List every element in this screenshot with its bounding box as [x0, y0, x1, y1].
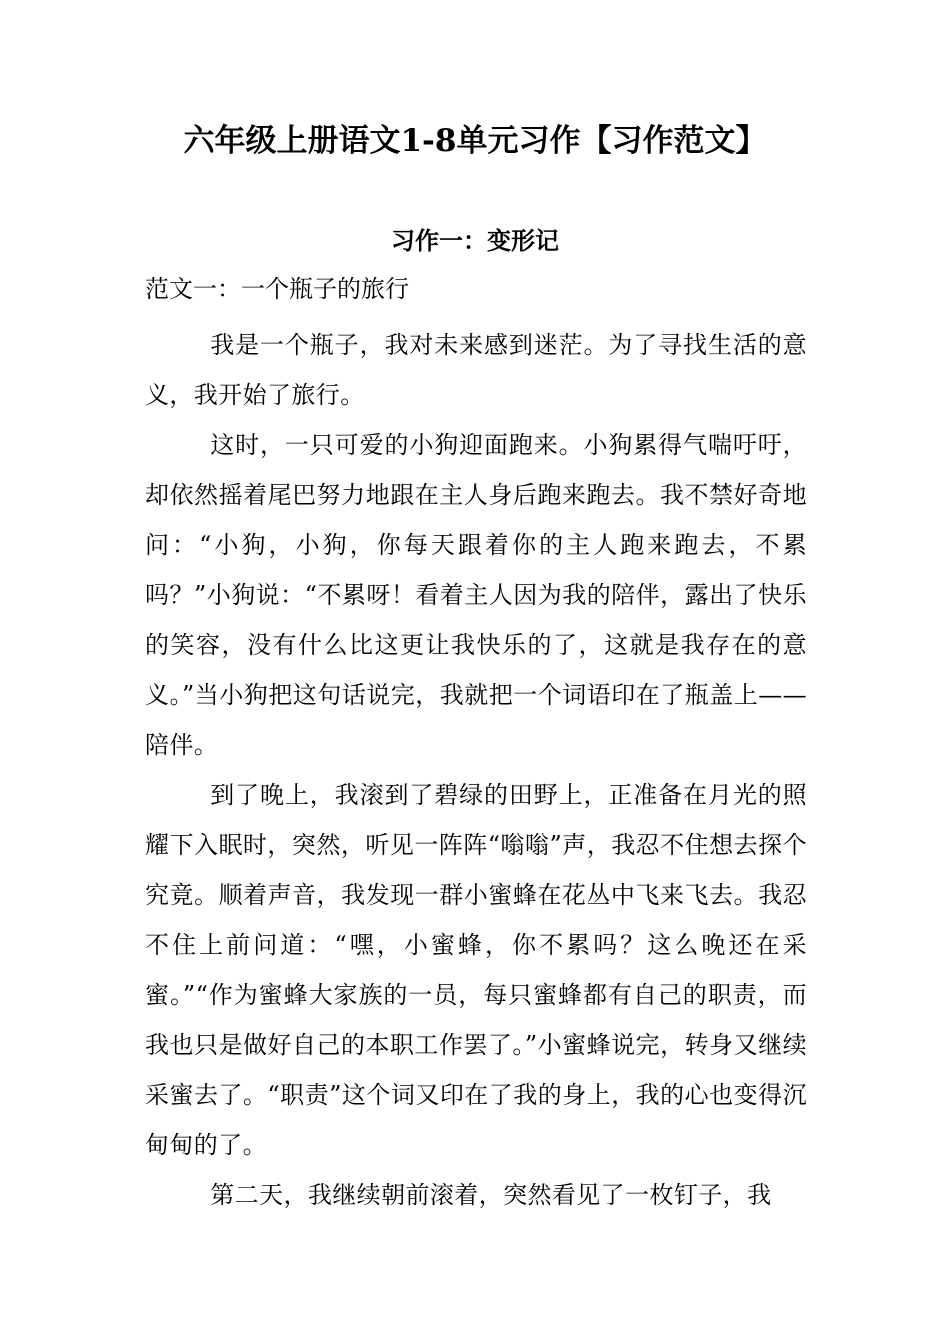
paragraph: 我是一个瓶子，我对未来感到迷茫。为了寻找生活的意义，我开始了旅行。	[145, 331, 807, 409]
section-title: 习作一：变形记	[391, 226, 559, 255]
article-title: 范文一：一个瓶子的旅行	[145, 275, 409, 303]
document-title: 六年级上册语文1-8单元习作【习作范文】	[183, 123, 767, 159]
paragraph: 第二天，我继续朝前滚着，突然看见了一枚钉子，我	[210, 1181, 772, 1209]
paragraph: 这时，一只可爱的小狗迎面跑来。小狗累得气喘吁吁，却依然摇着尾巴努力地跟在主人身后跑来跑去。我不禁好奇地问：“小狗，小狗，你每天跟着你的主人跑来跑去，不累吗？”小狗说：“不累呀！看着主人因为我的陪伴，露出了快乐的笑容，没有什么比这更让我快乐的了，这就是我存在的意义。”当小狗把这句话说完，我就把一个词语印在了瓶盖上——陪伴。	[145, 431, 807, 759]
article-body	[145, 320, 807, 1220]
paragraph: 到了晚上，我滚到了碧绿的田野上，正准备在月光的照耀下入眠时，突然，听见一阵阵“嗡嗡”声，我忍不住想去探个究竟。顺着声音，我发现一群小蜜蜂在花丛中飞来飞去。我忍不住上前问道：“嘿，小蜜蜂，你不累吗？这么晚还在采蜜。”“作为蜜蜂大家族的一员，每只蜜蜂都有自己的职责，而我也只是做好自己的本职工作罢了。”小蜜蜂说完，转身又继续采蜜去了。“职责”这个词又印在了我的身上，我的心也变得沉甸甸的了。	[145, 781, 807, 1159]
